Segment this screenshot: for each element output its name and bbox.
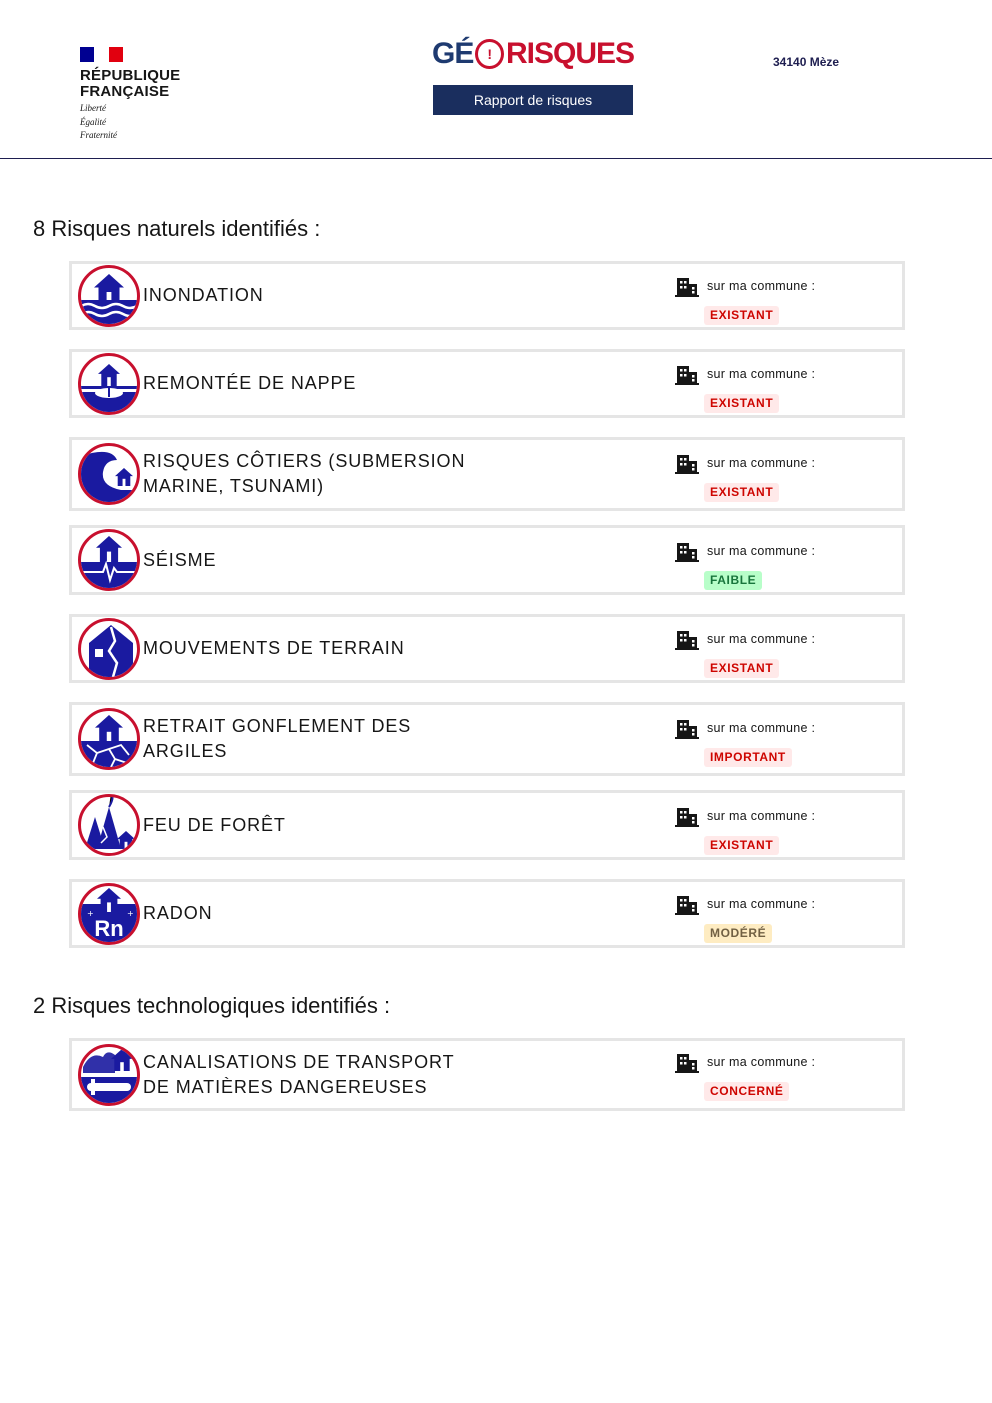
- radon-icon: [78, 883, 140, 945]
- commune-label: sur ma commune :: [707, 809, 816, 823]
- commune-label: sur ma commune :: [707, 721, 816, 735]
- commune-label: sur ma commune :: [707, 1055, 816, 1069]
- risk-name: RADON: [143, 903, 213, 923]
- forest-fire-icon: [78, 794, 140, 856]
- commune-label: sur ma commune :: [707, 632, 816, 646]
- logo-right-text: RISQUES: [505, 37, 634, 70]
- report-banner: Rapport de risques: [433, 85, 633, 115]
- building-icon: [675, 719, 699, 739]
- risk-name: SÉISME: [143, 549, 217, 570]
- risk-name: RISQUES CÔTIERS (SUBMERSION MARINE, TSUNAMI): [143, 451, 466, 496]
- risk-card: [69, 614, 905, 683]
- risk-level-badge: FAIBLE: [704, 571, 762, 590]
- risk-card: [69, 1038, 905, 1111]
- rf-motto-3: Fraternité: [80, 130, 117, 140]
- risk-card: [69, 525, 905, 595]
- rf-name-line1: RÉPUBLIQUE: [80, 67, 181, 84]
- rf-motto-2: Égalité: [80, 116, 106, 127]
- rf-name-line2: FRANÇAISE: [80, 83, 170, 100]
- risk-level-badge: CONCERNÉ: [704, 1082, 789, 1101]
- svg-text:+: +: [87, 908, 94, 918]
- risk-card: [69, 261, 905, 330]
- building-icon: [675, 454, 699, 474]
- technological-risks-title: 2 Risques technologiques identifiés :: [33, 993, 391, 1018]
- natural-risks-title: 8 Risques naturels identifiés :: [33, 216, 321, 241]
- groundwater-icon: [78, 353, 140, 415]
- risk-name: RETRAIT GONFLEMENT DES ARGILES: [143, 716, 412, 761]
- earthquake-icon: [78, 529, 140, 591]
- rf-motto-1: Liberté: [80, 103, 106, 113]
- risk-level-badge: EXISTANT: [704, 836, 779, 855]
- svg-text:Rn: Rn: [94, 915, 124, 941]
- building-icon: [675, 895, 699, 915]
- tricolor-flag-icon: [80, 47, 123, 62]
- pipeline-icon: [78, 1044, 140, 1106]
- risk-name: MOUVEMENTS DE TERRAIN: [143, 638, 405, 658]
- clay-cracks-icon: [78, 708, 140, 770]
- logo-mark-icon: !: [475, 39, 504, 69]
- building-icon: [675, 365, 699, 385]
- landslide-icon: [78, 618, 140, 680]
- building-icon: [675, 1053, 699, 1073]
- svg-text:+: +: [127, 908, 134, 918]
- risk-name: REMONTÉE DE NAPPE: [143, 373, 357, 393]
- building-icon: [675, 630, 699, 650]
- commune-label: sur ma commune :: [707, 367, 816, 381]
- commune-name: 34140 Mèze: [773, 55, 840, 69]
- risk-card: [69, 437, 905, 511]
- building-icon: [675, 277, 699, 297]
- logo-left-text: GÉ: [432, 37, 474, 70]
- commune-label: sur ma commune :: [707, 544, 816, 558]
- building-icon: [675, 542, 699, 562]
- risk-level-badge: EXISTANT: [704, 659, 779, 678]
- commune-label: sur ma commune :: [707, 456, 816, 470]
- risk-level-badge: EXISTANT: [704, 483, 779, 502]
- risk-card: [69, 790, 905, 860]
- georisques-logo: [432, 36, 634, 72]
- risk-level-badge: MODÉRÉ: [704, 924, 772, 943]
- republique-francaise-logo: [80, 47, 190, 141]
- risk-level-badge: IMPORTANT: [704, 748, 792, 767]
- commune-label: sur ma commune :: [707, 897, 816, 911]
- risk-name: CANALISATIONS DE TRANSPORT DE MATIÈRES DANGEREUSES: [143, 1051, 455, 1097]
- risk-card: [69, 879, 905, 948]
- risk-name: INONDATION: [143, 285, 264, 305]
- risk-card: [69, 349, 905, 418]
- coastal-wave-icon: [78, 443, 140, 505]
- building-icon: [675, 807, 699, 827]
- page-header: [0, 0, 992, 159]
- risk-level-badge: EXISTANT: [704, 394, 779, 413]
- flood-icon: [78, 265, 140, 327]
- risk-name: FEU DE FORÊT: [143, 814, 286, 835]
- commune-label: sur ma commune :: [707, 279, 816, 293]
- risk-level-badge: EXISTANT: [704, 306, 779, 325]
- risk-card: [69, 702, 905, 776]
